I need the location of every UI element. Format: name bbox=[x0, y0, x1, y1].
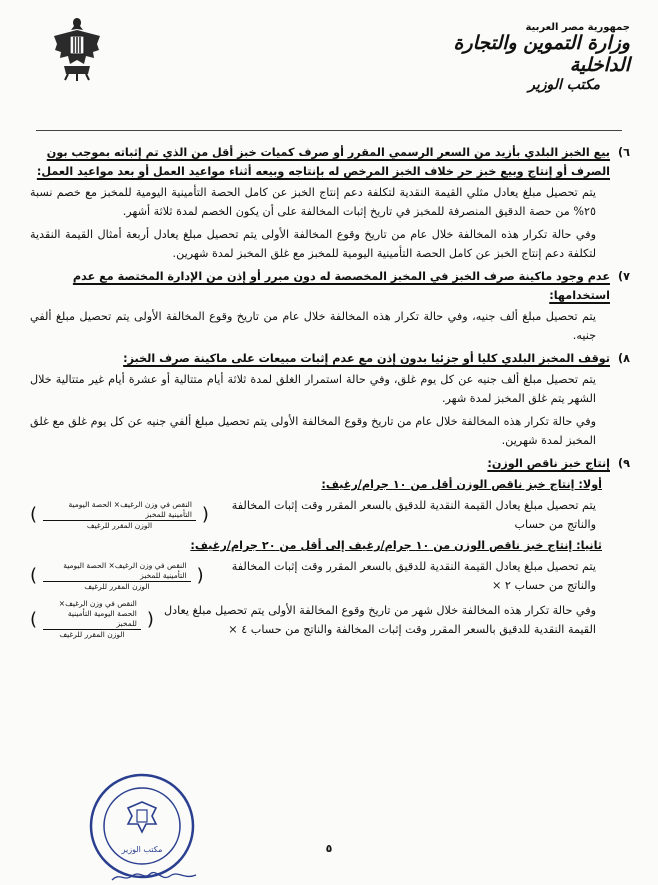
fraction-numerator: النقص في وزن الرغيف× الحصة اليومية التأمينية للمخبز bbox=[43, 599, 141, 630]
formula-fraction bbox=[43, 599, 141, 640]
item-number: ٧) bbox=[618, 270, 630, 283]
subsection-title: ثانيا: إنتاج خبز ناقص الوزن من ١٠ جرام/رغيف إلى أقل من ٢٠ جرام/رغيف: bbox=[190, 539, 602, 552]
fraction-numerator: النقص في وزن الرغيف× الحصة اليومية التأمينية للمخبز bbox=[43, 500, 196, 521]
formula-fraction bbox=[43, 500, 196, 531]
fraction-numerator: النقص في وزن الرغيف× الحصة اليومية التأمينية للمخبز bbox=[43, 561, 191, 582]
formula-line: وفي حالة تكرار هذه المخالفة خلال شهر من تاريخ وقوع المخالفة الأولى يتم تحصيل مبلغ يعادل القيمة النقدية للدقيق بالسعر المقرر وقت إثبات المخالفة والناتج من حساب ٤ × ( $\frac{\text{النقص في وزن الرغيف× الحصة اليومية التأمينية للمخبز}}{\text{الوزن المقرر للرغيف}}$ ) bbox=[30, 599, 596, 639]
fraction-denominator: الوزن المقرر للرغيف bbox=[86, 520, 153, 530]
item-number: ٦) bbox=[618, 146, 630, 159]
item-paragraph: يتم تحصيل مبلغ ألف جنيه، وفي حالة تكرار هذه المخالفة خلال عام من تاريخ وقوع المخالفة الأولى يتم تحصيل مبلغ ألفي جنيه. bbox=[30, 310, 596, 342]
formula-line: يتم تحصيل مبلغ يعادل القيمة النقدية للدقيق بالسعر المقرر وقت إثبات المخالفة والناتج من حساب ٢ × ( $\frac{\text{النقص في وزن الرغيف× الحصة اليومية التأمينية للمخبز}}{\text{الوزن المقرر للرغيف}}$ ) bbox=[30, 557, 610, 595]
fraction-denominator: الوزن المقرر للرغيف bbox=[84, 581, 150, 591]
item-heading: بيع الخبز البلدي بأزيد من السعر الرسمي المقرر أو صرف كميات خبز أقل من الذي تم إثباته بموجب بون الصرف أو إنتاج وبيع خبز حر خلاف الخبز المرخص له بإنتاجه وبيعه أثناء مواعيد العمل أو بعد مواعيد العمل: bbox=[36, 146, 610, 178]
formula-text: يتم تحصيل مبلغ يعادل القيمة النقدية للدقيق بالسعر المقرر وقت إثبات المخالفة والناتج من حساب bbox=[231, 499, 596, 531]
formula-text: وفي حالة تكرار هذه المخالفة خلال شهر من تاريخ وقوع المخالفة الأولى يتم تحصيل مبلغ يعادل القيمة النقدية للدقيق بالسعر المقرر وقت إثبات المخالفة والناتج من حساب ٤ × bbox=[163, 603, 596, 636]
subsection-title: أولا: إنتاج خبز ناقص الوزن أقل من ١٠ جرام/رغيف: bbox=[321, 478, 602, 491]
violation-item-9 bbox=[30, 454, 630, 640]
violation-item-7 bbox=[30, 267, 630, 345]
office-name: مكتب الوزير bbox=[528, 76, 600, 93]
item-number: ٩) bbox=[618, 457, 630, 470]
item-heading: إنتاج خبز ناقص الوزن: bbox=[487, 457, 610, 470]
ministry-seal-stamp bbox=[88, 772, 196, 880]
country-name: جمهورية مصر العربية bbox=[525, 22, 630, 33]
formula-line: يتم تحصيل مبلغ يعادل القيمة النقدية للدقيق بالسعر المقرر وقت إثبات المخالفة والناتج من حساب ( $\frac{\text{النقص في وزن الرغيف× الحصة اليومية التأمينية للمخبز}}{\text{الوزن المقرر للرغيف}}$ ) bbox=[30, 496, 610, 534]
handwritten-signature bbox=[110, 870, 200, 884]
eagle-emblem-icon bbox=[52, 14, 102, 84]
item-paragraph: وفي حالة تكرار هذه المخالفة خلال عام من تاريخ وقوع المخالفة الأولى يتم تحصيل مبلغ يعادل أربعة أمثال القيمة النقدية لتكلفة دعم إنتاج الخبز عن كامل الحصة التأمينية اليومية للمخبز مع غلق المخبز لمدة شهرين. bbox=[30, 228, 596, 260]
item-paragraph: يتم تحصيل مبلغ ألف جنيه عن كل يوم غلق، وفي حالة استمرار الغلق لمدة ثلاثة أيام متتالية أو عشرة أيام غير متتالية خلال الشهر يتم غلق المخبز لمدة شهر. bbox=[30, 373, 596, 405]
formula-text: يتم تحصيل مبلغ يعادل القيمة النقدية للدقيق بالسعر المقرر وقت إثبات المخالفة والناتج من حساب ٢ × bbox=[231, 560, 596, 592]
formula-fraction bbox=[43, 561, 191, 592]
fraction-denominator: الوزن المقرر للرغيف bbox=[59, 630, 125, 639]
ministry-letterhead bbox=[430, 22, 630, 93]
item-heading: توقف المخبز البلدي كليا أو جزئيا بدون إذن مع عدم إثبات مبيعات على ماكينة صرف الخبز: bbox=[123, 352, 610, 365]
item-paragraph: وفي حالة تكرار هذه المخالفة خلال عام من تاريخ وقوع المخالفة الأولى يتم تحصيل مبلغ ألفي جنيه عن كل يوم غلق مع غلق المخبز لمدة شهرين. bbox=[30, 415, 596, 447]
seal-inner-text: مكتب الوزير bbox=[121, 845, 163, 854]
document-body bbox=[30, 140, 630, 640]
page-number: ٥ bbox=[325, 842, 333, 855]
item-number: ٨) bbox=[618, 352, 630, 365]
violation-item-8 bbox=[30, 349, 630, 450]
header-divider bbox=[36, 130, 622, 131]
item-paragraph: يتم تحصيل مبلغ يعادل مثلي القيمة النقدية لتكلفة دعم إنتاج الخبز عن كامل الحصة التأمينية اليومية للمخبز مع خصم نسبة ٢٥% من حصة الدقيق المنصرفة للمخبز في تاريخ إثبات المخالفة على أن يكون الخصم لمدة ثلاثة أشهر. bbox=[30, 186, 596, 218]
item-heading: عدم وجود ماكينة صرف الخبز في المخبز المخصصة له دون مبرر أو إذن من الإدارة المختصة مع عدم استخدامها: bbox=[72, 270, 610, 302]
violation-item-6 bbox=[30, 143, 630, 263]
ministry-name: وزارة التموين والتجارة الداخلية bbox=[453, 32, 630, 76]
